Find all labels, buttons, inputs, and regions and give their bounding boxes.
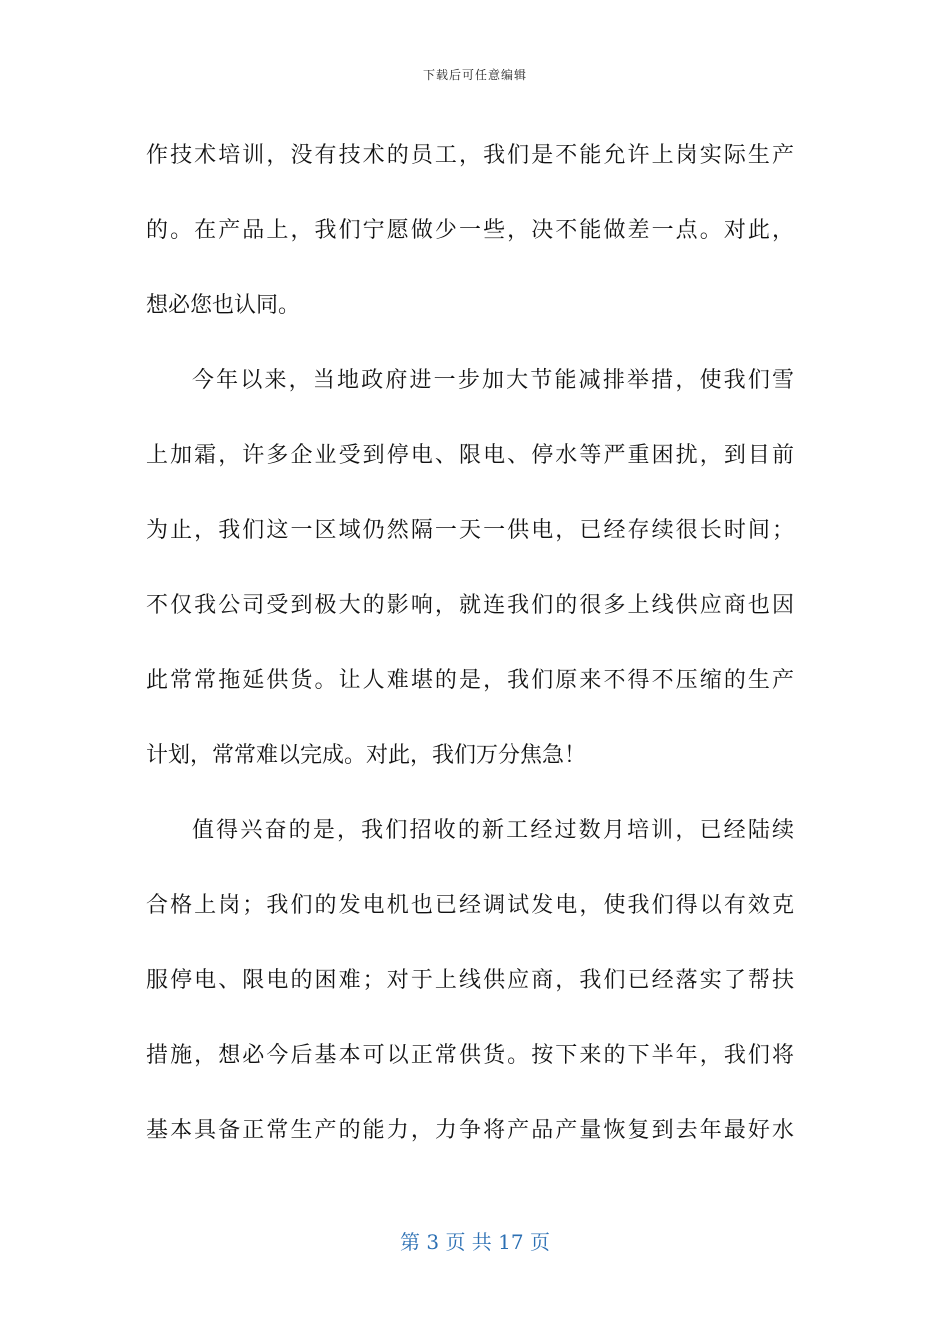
text-line: 计划，常常难以完成。对此，我们万分焦急！ bbox=[146, 743, 587, 768]
page-number-footer: 第 3 页 共 17 页 bbox=[400, 1230, 550, 1254]
text-line: 想必您也认同。 bbox=[146, 293, 301, 318]
text-line: 作技术培训，没有技术的员工，我们是不能允许上岗实际生产 bbox=[146, 143, 794, 168]
text-line: 服停电、限电的困难；对于上线供应商，我们已经落实了帮扶 bbox=[146, 968, 794, 993]
body-text bbox=[146, 118, 794, 1168]
text-line: 值得兴奋的是，我们招收的新工经过数月培训，已经陆续 bbox=[192, 818, 794, 843]
text-line: 此常常拖延供货。让人难堪的是，我们原来不得不压缩的生产 bbox=[146, 668, 794, 693]
text-line: 为止，我们这一区域仍然隔一天一供电，已经存续很长时间； bbox=[146, 518, 794, 543]
text-line: 的。在产品上，我们宁愿做少一些，决不能做差一点。对此， bbox=[146, 218, 794, 243]
page-header: 下载后可任意编辑 bbox=[422, 68, 527, 82]
text-line: 措施，想必今后基本可以正常供货。按下来的下半年，我们将 bbox=[146, 1043, 794, 1068]
text-line: 基本具备正常生产的能力，力争将产品产量恢复到去年最好水 bbox=[146, 1118, 794, 1143]
text-line: 不仅我公司受到极大的影响，就连我们的很多上线供应商也因 bbox=[146, 593, 794, 618]
text-line: 合格上岗；我们的发电机也已经调试发电，使我们得以有效克 bbox=[146, 893, 794, 918]
text-line: 上加霜，许多企业受到停电、限电、停水等严重困扰，到目前 bbox=[146, 443, 794, 468]
text-line: 今年以来，当地政府进一步加大节能减排举措，使我们雪 bbox=[192, 368, 794, 393]
